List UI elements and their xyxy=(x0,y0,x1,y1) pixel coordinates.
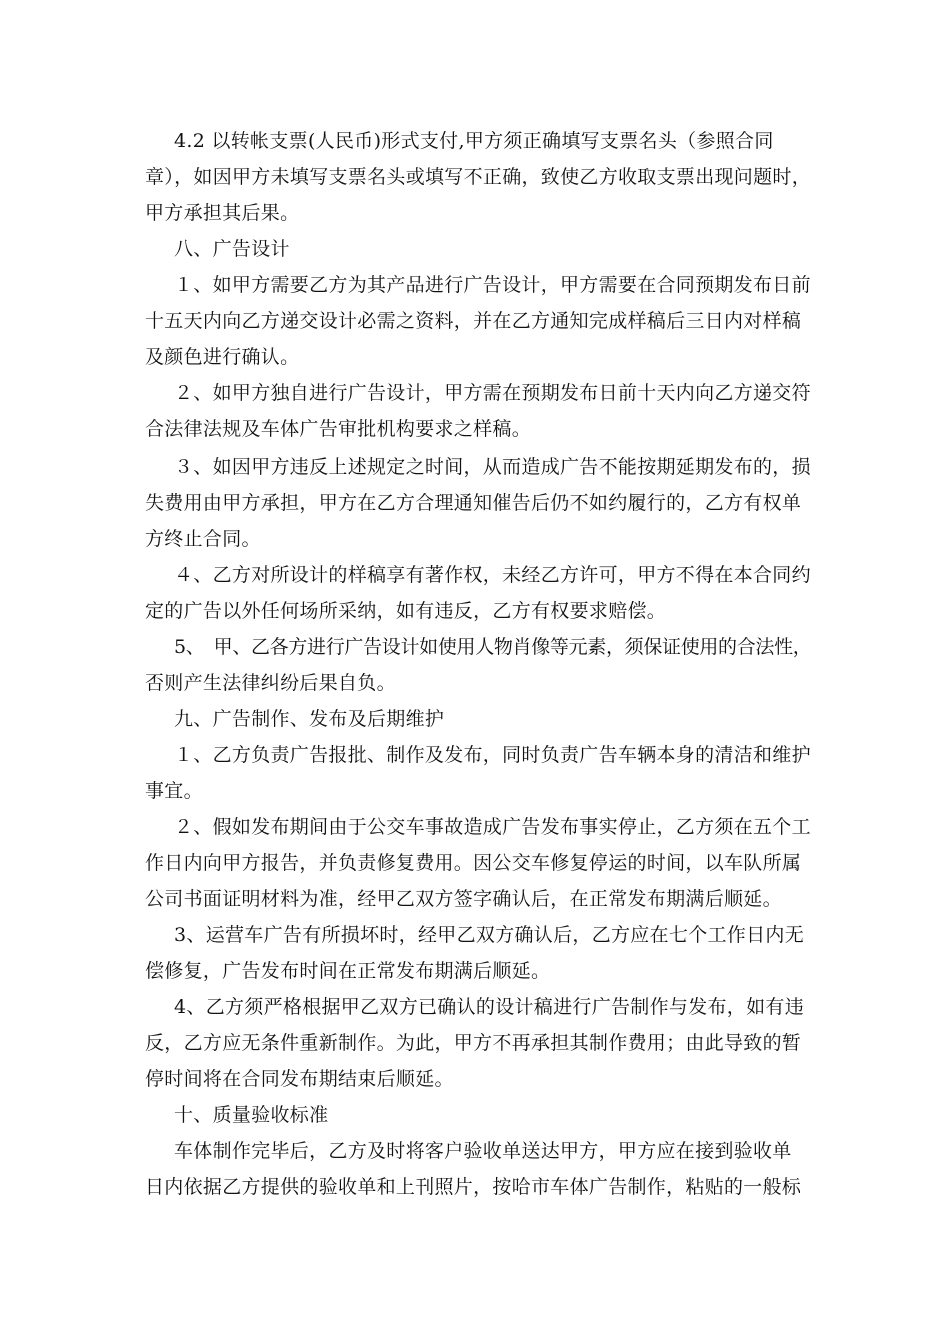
text-line: ４、乙方对所设计的样稿享有著作权，未经乙方许可，甲方不得在本合同约 xyxy=(174,564,811,586)
text-line: 日内依据乙方提供的验收单和上刊照片，按哈市车体广告制作，粘贴的一般标 xyxy=(145,1176,802,1198)
section-heading: 九、广告制作、发布及后期维护 xyxy=(174,708,445,730)
text-line: 事宜。 xyxy=(145,780,203,802)
section-heading: 八、广告设计 xyxy=(174,238,290,260)
text-line: 方终止合同。 xyxy=(145,528,261,550)
text-line: 十五天内向乙方递交设计必需之资料，并在乙方通知完成样稿后三日内对样稿 xyxy=(145,310,802,332)
text-line: 定的广告以外任何场所采纳，如有违反，乙方有权要求赔偿。 xyxy=(145,600,667,622)
text-line: 公司书面证明材料为准，经甲乙双方签字确认后，在正常发布期满后顺延。 xyxy=(145,888,782,910)
text-line: 章），如因甲方未填写支票名头或填写不正确，致使乙方收取支票出现问题时， xyxy=(145,166,812,188)
text-line: １、如甲方需要乙方为其产品进行广告设计，甲方需要在合同预期发布日前 xyxy=(174,274,811,296)
text-line: １、乙方负责广告报批、制作及发布，同时负责广告车辆本身的清洁和维护 xyxy=(174,744,811,766)
text-line: 甲方承担其后果。 xyxy=(145,202,300,224)
text-line: 3、运营车广告有所损坏时，经甲乙双方确认后，乙方应在七个工作日内无 xyxy=(174,924,804,946)
text-line: 否则产生法律纠纷后果自负。 xyxy=(145,672,396,694)
text-line: ２、如甲方独自进行广告设计，甲方需在预期发布日前十天内向乙方递交符 xyxy=(174,382,811,404)
text-line: 作日内向甲方报告，并负责修复费用。因公交车修复停运的时间，以车队所属 xyxy=(145,852,802,874)
text-line: 及颜色进行确认。 xyxy=(145,346,300,368)
text-line: 车体制作完毕后，乙方及时将客户验收单送达甲方，甲方应在接到验收单 xyxy=(174,1140,792,1162)
text-line: 合法律法规及车体广告审批机构要求之样稿。 xyxy=(145,418,532,440)
text-line: ２、假如发布期间由于公交车事故造成广告发布事实停止，乙方须在五个工 xyxy=(174,816,811,838)
section-heading: 十、质量验收标准 xyxy=(174,1104,329,1126)
text-line: 5、 甲、乙各方进行广告设计如使用人物肖像等元素，须保证使用的合法性， xyxy=(174,636,812,658)
text-line: 反，乙方应无条件重新制作。为此，甲方不再承担其制作费用；由此导致的暂 xyxy=(145,1032,802,1054)
text-line: 偿修复，广告发布时间在正常发布期满后顺延。 xyxy=(145,960,551,982)
text-line: ３、如因甲方违反上述规定之时间，从而造成广告不能按期延期发布的，损 xyxy=(174,456,811,478)
text-line: 停时间将在合同发布期结束后顺延。 xyxy=(145,1068,454,1090)
text-line: 失费用由甲方承担，甲方在乙方合理通知催告后仍不如约履行的，乙方有权单 xyxy=(145,492,802,514)
text-line: 4.2 以转帐支票(人民币)形式支付,甲方须正确填写支票名头（参照合同 xyxy=(174,130,774,152)
text-line: 4、乙方须严格根据甲乙双方已确认的设计稿进行广告制作与发布，如有违 xyxy=(174,996,804,1018)
